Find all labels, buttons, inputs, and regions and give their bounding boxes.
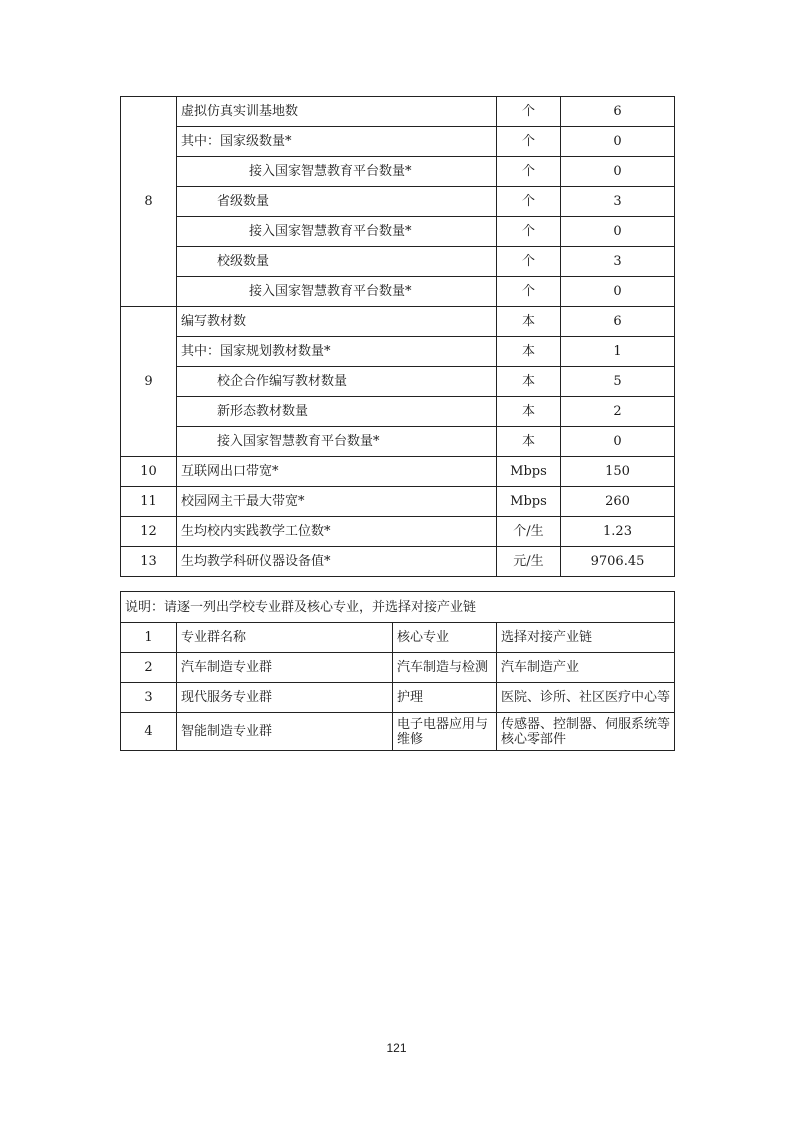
note-text: 说明：请逐一列出学校专业群及核心专业，并选择对接产业链 bbox=[121, 592, 675, 623]
table-row bbox=[121, 97, 675, 127]
unit-cell: 个 bbox=[497, 247, 561, 277]
value-cell: 1.23 bbox=[561, 517, 675, 547]
table-row bbox=[121, 247, 675, 277]
table-row bbox=[121, 337, 675, 367]
table-row bbox=[121, 487, 675, 517]
item-name: 其中：国家规划教材数量* bbox=[177, 337, 497, 367]
specialty-group-table bbox=[120, 591, 675, 751]
table-row bbox=[121, 653, 675, 683]
core-specialty-cell: 护理 bbox=[393, 683, 497, 713]
value-cell: 1 bbox=[561, 337, 675, 367]
unit-cell: 个/生 bbox=[497, 517, 561, 547]
row-number: 8 bbox=[121, 97, 177, 307]
table-row bbox=[121, 367, 675, 397]
unit-cell: 个 bbox=[497, 277, 561, 307]
item-name: 其中：国家级数量* bbox=[177, 127, 497, 157]
group-name-cell: 现代服务专业群 bbox=[177, 683, 393, 713]
unit-cell: 本 bbox=[497, 397, 561, 427]
row-number: 3 bbox=[121, 683, 177, 713]
item-name: 省级数量 bbox=[177, 187, 497, 217]
row-number: 2 bbox=[121, 653, 177, 683]
table-row bbox=[121, 157, 675, 187]
value-cell: 3 bbox=[561, 187, 675, 217]
row-number: 11 bbox=[121, 487, 177, 517]
unit-cell: 本 bbox=[497, 427, 561, 457]
industry-chain-cell: 传感器、控制器、伺服系统等核心零部件 bbox=[497, 713, 675, 751]
item-name: 校级数量 bbox=[177, 247, 497, 277]
core-specialty-cell: 核心专业 bbox=[393, 623, 497, 653]
table-row bbox=[121, 277, 675, 307]
value-cell: 9706.45 bbox=[561, 547, 675, 577]
item-name: 接入国家智慧教育平台数量* bbox=[177, 427, 497, 457]
group-name-cell: 汽车制造专业群 bbox=[177, 653, 393, 683]
value-cell: 0 bbox=[561, 427, 675, 457]
item-name: 编写教材数 bbox=[177, 307, 497, 337]
value-cell: 5 bbox=[561, 367, 675, 397]
table-row bbox=[121, 713, 675, 751]
industry-chain-cell: 汽车制造产业 bbox=[497, 653, 675, 683]
row-number: 10 bbox=[121, 457, 177, 487]
row-number: 12 bbox=[121, 517, 177, 547]
table-row bbox=[121, 683, 675, 713]
core-specialty-cell: 汽车制造与检测 bbox=[393, 653, 497, 683]
table-row bbox=[121, 457, 675, 487]
table-row bbox=[121, 427, 675, 457]
value-cell: 0 bbox=[561, 157, 675, 187]
value-cell: 3 bbox=[561, 247, 675, 277]
item-name: 校园网主干最大带宽* bbox=[177, 487, 497, 517]
value-cell: 6 bbox=[561, 307, 675, 337]
item-name: 虚拟仿真实训基地数 bbox=[177, 97, 497, 127]
group-name-cell: 专业群名称 bbox=[177, 623, 393, 653]
unit-cell: 个 bbox=[497, 127, 561, 157]
item-name: 校企合作编写教材数量 bbox=[177, 367, 497, 397]
item-name: 接入国家智慧教育平台数量* bbox=[177, 277, 497, 307]
unit-cell: 个 bbox=[497, 157, 561, 187]
table-row bbox=[121, 397, 675, 427]
item-name: 生均校内实践教学工位数* bbox=[177, 517, 497, 547]
value-cell: 260 bbox=[561, 487, 675, 517]
table-row bbox=[121, 217, 675, 247]
item-name: 接入国家智慧教育平台数量* bbox=[177, 157, 497, 187]
industry-chain-cell: 医院、诊所、社区医疗中心等 bbox=[497, 683, 675, 713]
industry-chain-cell: 选择对接产业链 bbox=[497, 623, 675, 653]
value-cell: 2 bbox=[561, 397, 675, 427]
note-row bbox=[121, 592, 675, 623]
unit-cell: 本 bbox=[497, 367, 561, 397]
unit-cell: Mbps bbox=[497, 487, 561, 517]
unit-cell: 本 bbox=[497, 337, 561, 367]
row-number: 9 bbox=[121, 307, 177, 457]
unit-cell: 个 bbox=[497, 187, 561, 217]
value-cell: 0 bbox=[561, 217, 675, 247]
table-row bbox=[121, 307, 675, 337]
row-number: 4 bbox=[121, 713, 177, 751]
row-number: 1 bbox=[121, 623, 177, 653]
unit-cell: 个 bbox=[497, 217, 561, 247]
value-cell: 0 bbox=[561, 277, 675, 307]
unit-cell: 本 bbox=[497, 307, 561, 337]
page-number: 121 bbox=[386, 1041, 407, 1055]
core-specialty-cell: 电子电器应用与维修 bbox=[393, 713, 497, 751]
unit-cell: Mbps bbox=[497, 457, 561, 487]
row-number: 13 bbox=[121, 547, 177, 577]
table-row bbox=[121, 127, 675, 157]
table-row bbox=[121, 187, 675, 217]
unit-cell: 元/生 bbox=[497, 547, 561, 577]
table-row bbox=[121, 547, 675, 577]
item-name: 接入国家智慧教育平台数量* bbox=[177, 217, 497, 247]
table-row bbox=[121, 517, 675, 547]
table-row bbox=[121, 623, 675, 653]
item-name: 新形态教材数量 bbox=[177, 397, 497, 427]
item-name: 生均教学科研仪器设备值* bbox=[177, 547, 497, 577]
value-cell: 6 bbox=[561, 97, 675, 127]
value-cell: 150 bbox=[561, 457, 675, 487]
indicator-table bbox=[120, 96, 675, 577]
unit-cell: 个 bbox=[497, 97, 561, 127]
item-name: 互联网出口带宽* bbox=[177, 457, 497, 487]
group-name-cell: 智能制造专业群 bbox=[177, 713, 393, 751]
value-cell: 0 bbox=[561, 127, 675, 157]
